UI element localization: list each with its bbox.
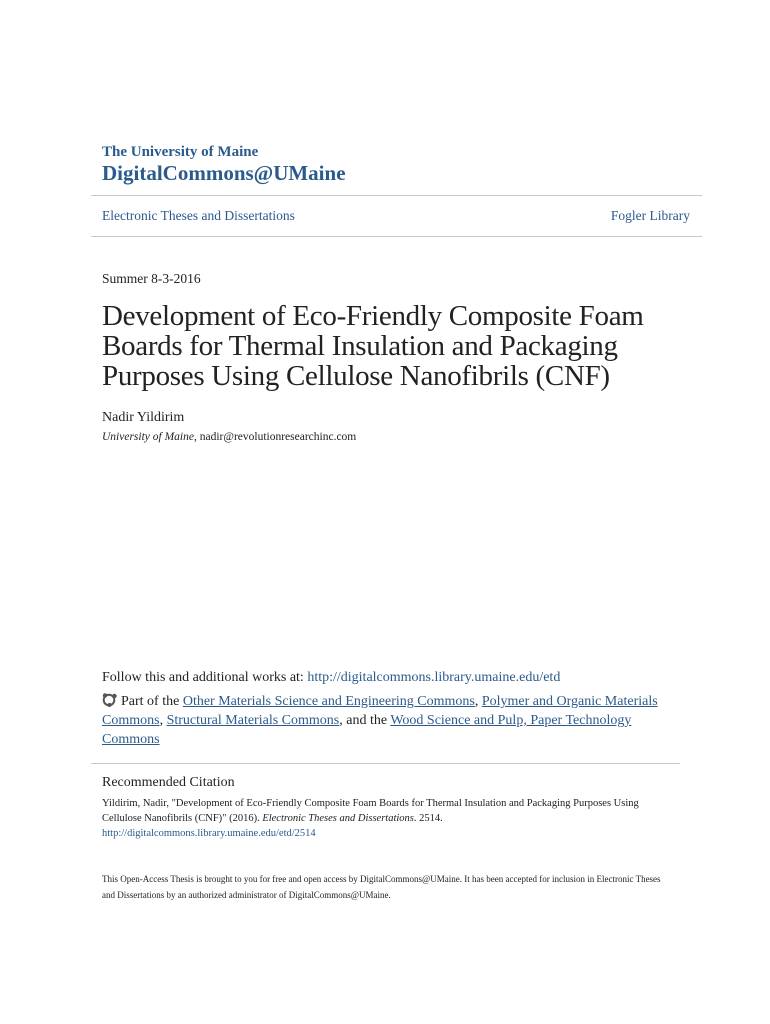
university-name: The University of Maine xyxy=(102,144,259,160)
author-institution: University of Maine xyxy=(102,431,194,443)
commons-link-other-materials[interactable]: Other Materials Science and Engineering Commons xyxy=(182,694,475,709)
commons-link-wood-science[interactable]: Wood Science and Pulp, Paper Technology Commons xyxy=(102,713,632,747)
follow-prefix: Follow this and additional works at: xyxy=(102,670,308,685)
follow-line xyxy=(102,670,560,686)
citation-body: Yildirim, Nadir, "Development of Eco-Friendly Composite Foam Boards for Thermal Insulation and Packaging Purposes Using Cellulose Nanofibrils (CNF)" (2016). xyxy=(102,798,639,824)
citation-series: Electronic Theses and Dissertations xyxy=(262,813,414,824)
citation-heading: Recommended Citation xyxy=(102,775,235,790)
citation-url-link[interactable]: http://digitalcommons.library.umaine.edu/etd/2514 xyxy=(102,828,316,839)
citation-divider xyxy=(91,763,680,764)
citation-text xyxy=(102,796,662,841)
commons-link-polymer[interactable]: Polymer and Organic Materials Commons xyxy=(102,694,658,728)
nav-divider xyxy=(91,236,702,237)
part-of-commons xyxy=(102,692,682,749)
publication-date: Summer 8-3-2016 xyxy=(102,271,201,286)
part-of-prefix: Part of the xyxy=(121,694,183,709)
repository-name[interactable]: DigitalCommons@UMaine xyxy=(102,161,346,185)
fogler-library-link[interactable]: Fogler Library xyxy=(610,208,690,223)
separator: , xyxy=(474,694,482,709)
author-name[interactable]: Nadir Yildirim xyxy=(102,410,185,425)
title-line: Purposes Using Cellulose Nanofibrils (CNF) xyxy=(102,360,610,392)
document-title xyxy=(102,301,722,391)
author-affiliation xyxy=(102,431,356,443)
follow-url-link[interactable]: http://digitalcommons.library.umaine.edu/etd xyxy=(307,670,561,685)
author-email: , nadir@revolutionresearchinc.com xyxy=(193,431,357,443)
citation-number: . 2514. xyxy=(413,813,443,824)
title-line: Development of Eco-Friendly Composite Foam xyxy=(102,300,644,332)
commons-link-structural[interactable]: Structural Materials Commons xyxy=(166,713,340,728)
separator: , xyxy=(159,713,167,728)
etd-collection-link[interactable]: Electronic Theses and Dissertations xyxy=(102,208,295,223)
title-line: Boards for Thermal Insulation and Packaging xyxy=(102,330,618,362)
network-icon xyxy=(102,693,118,707)
open-access-notice: This Open-Access Thesis is brought to you for free and open access by DigitalCommons@UMaine. It has been accepted for inclusion in Electronic Theses and Dissertations by an authorized administrator of DigitalCommons@UMaine. xyxy=(102,874,661,900)
top-divider xyxy=(91,195,702,196)
separator: , and the xyxy=(339,713,391,728)
